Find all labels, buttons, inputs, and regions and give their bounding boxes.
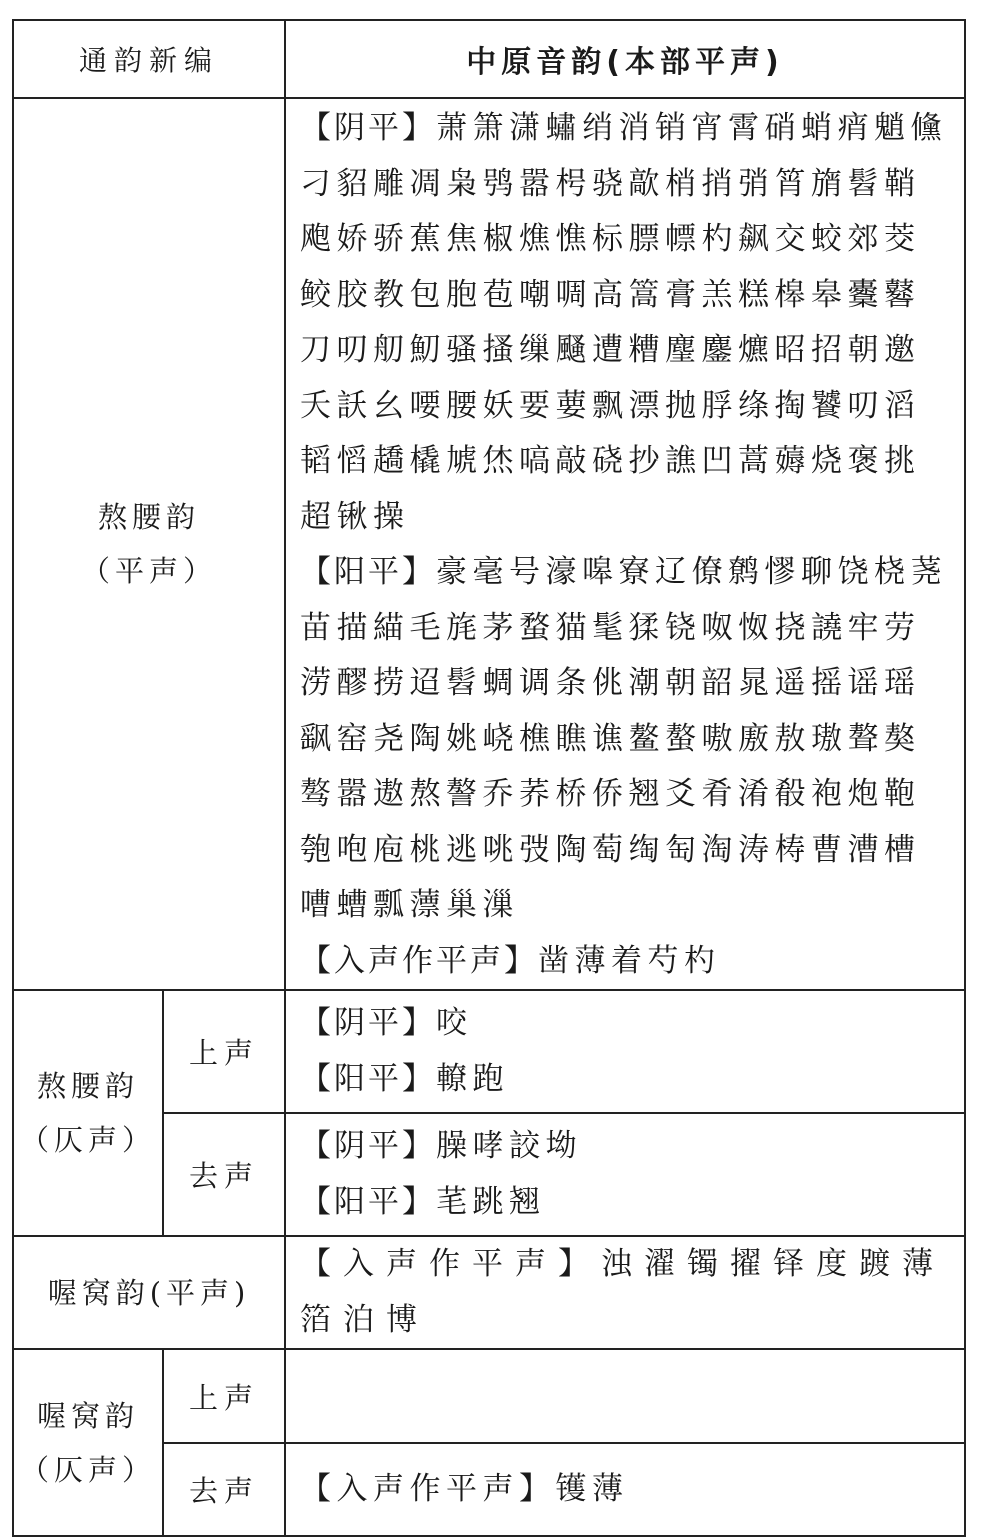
wowo-ruping-entry <box>300 1237 950 1348</box>
yangping-entry <box>300 545 950 934</box>
label-line1: 熬腰韵 <box>98 500 201 534</box>
label-line2: （平声） <box>81 554 218 588</box>
header-zhongyuan-yinyun: 中原音韵(本部平声) <box>285 20 965 98</box>
row-aoyao-shang-content <box>285 990 965 1113</box>
wowo-ruping-chars: 浊濯镯擢铎度踱薄箔泊博 <box>300 1246 946 1338</box>
label-line2: （仄声） <box>19 1123 156 1157</box>
wowo-qu-chars: 镬薄 <box>555 1470 629 1507</box>
row-aoyao-qu-content <box>285 1113 965 1236</box>
qu-yin-chars: 臊哮詨坳 <box>436 1128 583 1164</box>
row-aoyao-ping-content <box>285 98 965 990</box>
shang-yang-chars: 轑跑 <box>436 1060 510 1097</box>
ruping-entry <box>300 934 950 990</box>
yinping-tag: 【阴平】 <box>300 1128 437 1164</box>
shang-yin-entry <box>300 996 950 1052</box>
sub-shangsheng-label: 上声 <box>163 1349 285 1443</box>
label-line1: 熬腰韵 <box>36 1069 139 1103</box>
qu-yang-entry <box>300 1175 950 1231</box>
sub-qusheng-label: 去声 <box>163 1443 285 1536</box>
sub-qusheng-label: 去声 <box>163 1113 285 1236</box>
sub-shangsheng-label: 上声 <box>163 990 285 1113</box>
label-line2: （仄声） <box>19 1452 156 1487</box>
row-aoyao-ze-label <box>13 990 163 1236</box>
row-wowo-ping-label: 喔窝韵(平声) <box>13 1236 285 1349</box>
yinping-tag: 【阴平】 <box>300 110 437 146</box>
ruping-tag: 【入声作平声】 <box>300 1246 602 1282</box>
yangping-tag: 【阳平】 <box>300 554 437 590</box>
shang-yin-chars: 咬 <box>436 1005 473 1041</box>
row-aoyao-ping-label <box>13 98 285 990</box>
yangping-tag: 【阳平】 <box>300 1060 437 1097</box>
shang-yang-entry <box>300 1052 950 1108</box>
row-wowo-qu-content <box>285 1443 965 1536</box>
label-line1: 喔窝韵 <box>36 1398 139 1433</box>
yangping-tag: 【阳平】 <box>300 1183 437 1220</box>
wowo-qu-entry <box>300 1462 950 1518</box>
qu-yang-chars: 芼跳翘 <box>436 1183 546 1220</box>
yinping-chars: 萧箫潇蟰绡消销宵霄硝蛸痟魈儵刁貂雕凋枭鸮嚣枵骁歊梢捎弰筲旓髫鞘飑娇骄蕉焦椒燋憔标膘幖杓飙交蛟郊茭鲛胶教包胞苞嘲啁高篙膏羔糕槔皋櫜鼛刀叨舠魛骚搔缫颾遭糟麈鏖爊昭招朝邀夭訞幺喓腰妖要葽飘漂抛脬绦掏饕叨滔韬慆趫橇虓烋嗃敲硗抄譙凹蒿薅烧褒挑超锹操 <box>300 110 948 535</box>
ruping-tag: 【入声作平声】 <box>300 942 539 979</box>
yinping-tag: 【阴平】 <box>300 1005 437 1041</box>
rhyme-table <box>12 19 966 1537</box>
row-wowo-shang-content <box>285 1349 965 1443</box>
row-wowo-ping-content <box>285 1236 965 1349</box>
row-wowo-ze-label <box>13 1349 163 1536</box>
ruping-chars: 凿薄着芍杓 <box>538 942 721 979</box>
yangping-chars: 豪毫号濠嗥寮辽僚鹩憀聊饶桡荛苗描緢毛旄茅蝥猫髦猱铙呶怓挠譊牢劳涝醪捞迢髫蜩调条佻潮朝韶晁遥摇谣瑶飖窑尧陶姚峣樵瞧谯鳌螯嗷廒敖璈聱獒骜嚣遨熬謷乔荞桥侨翘爻肴淆殽袍炮鞄匏咆庖桃逃咷弢陶萄绹匋淘涛梼曹漕槽嘈螬瓢薸巢漅 <box>300 554 948 923</box>
ruping-tag: 【入声作平声】 <box>300 1470 556 1507</box>
yinping-entry <box>300 101 950 545</box>
header-tongyun-xinbian: 通韵新编 <box>13 20 285 98</box>
qu-yin-entry <box>300 1119 950 1175</box>
